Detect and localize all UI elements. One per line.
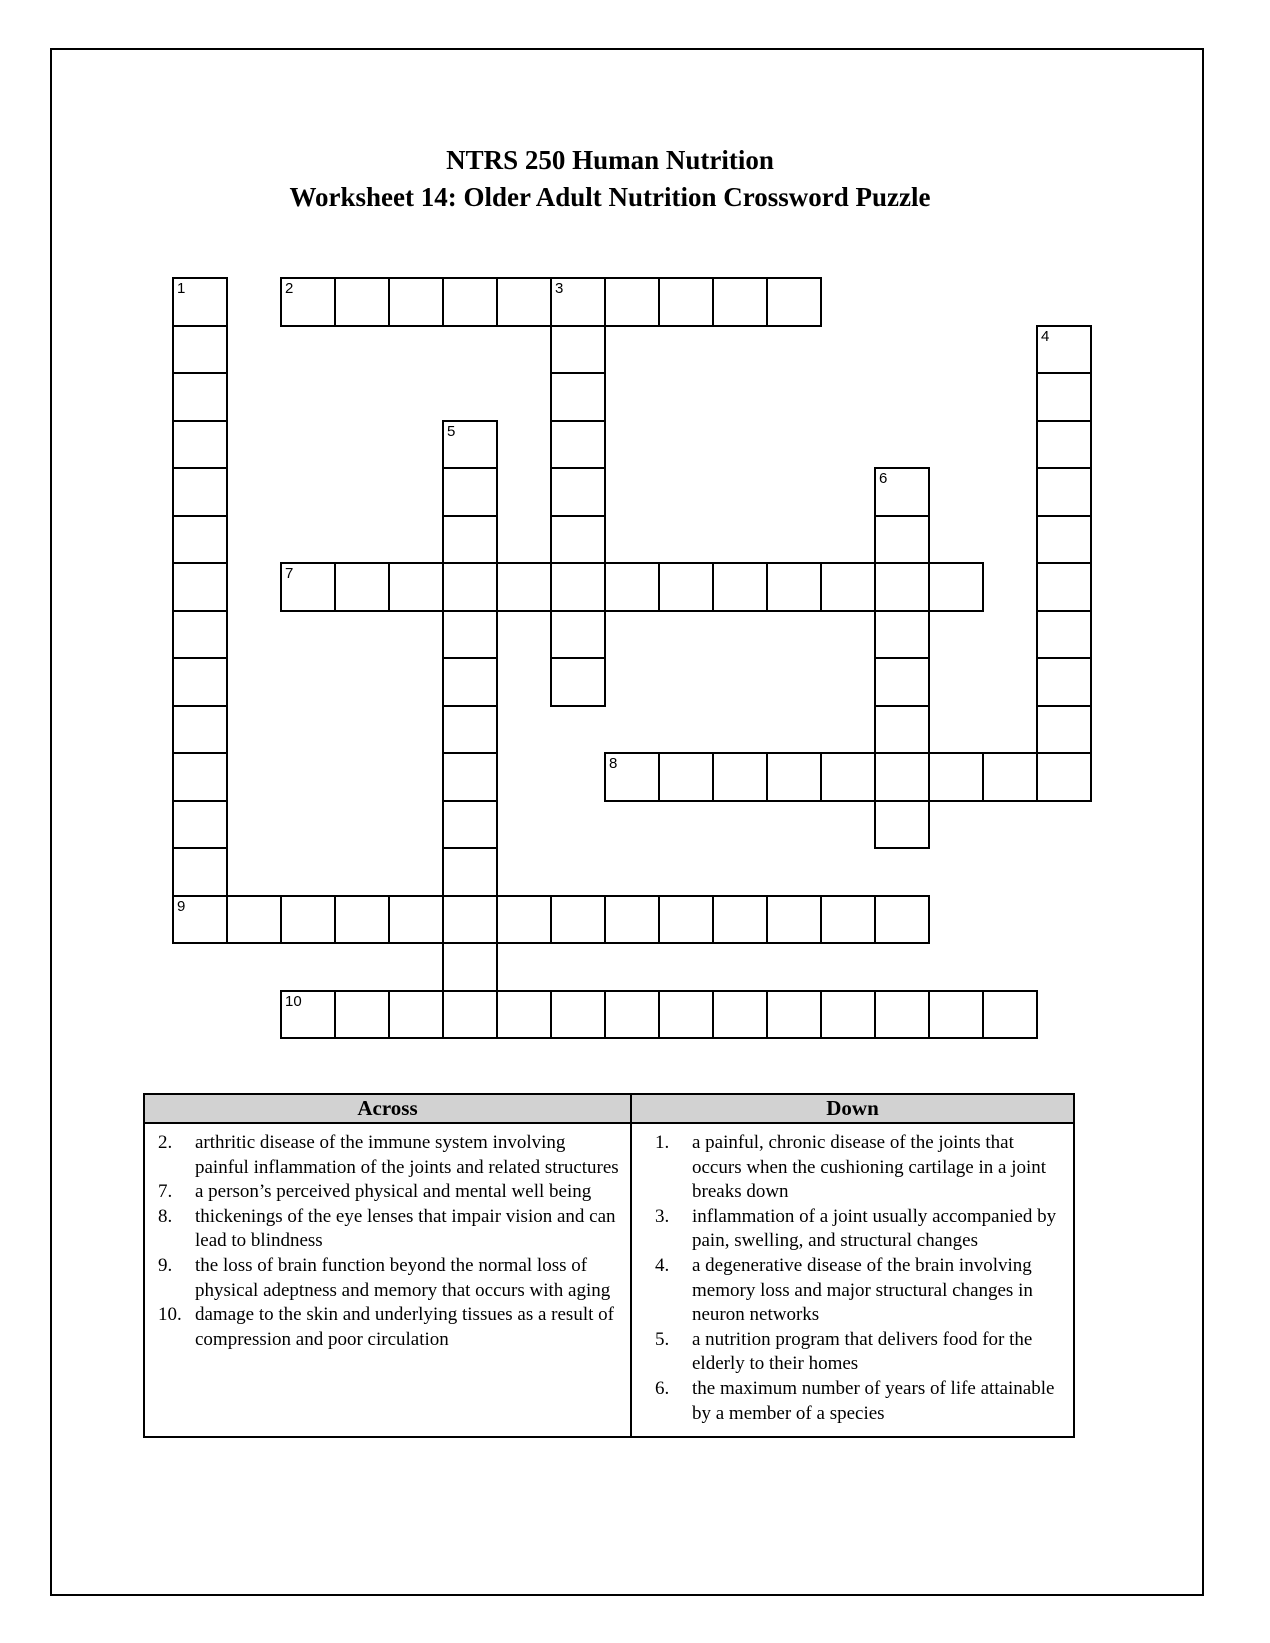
clue-number: 8. [158,1205,173,1227]
grid-cell-r5-c16[interactable] [1036,515,1092,565]
grid-cell-r6-c14[interactable] [928,562,984,612]
grid-cell-r2-c16[interactable] [1036,372,1092,422]
clue-number: 7. [158,1181,173,1203]
grid-cell-r0-c4[interactable] [388,277,444,327]
clue-number: 6. [655,1377,670,1399]
cell-number-5: 5 [447,422,456,440]
grid-cell-r1-c7[interactable] [550,325,606,375]
grid-cell-r0-c10[interactable] [712,277,768,327]
title-block [50,142,1170,216]
clue-text: inflammation of a joint usually accompanied by pain, swelling, and structural changes [692,1205,1057,1252]
grid-cell-r6-c11[interactable] [766,562,822,612]
grid-cell-r9-c5[interactable] [442,705,498,755]
grid-cell-r15-c4[interactable] [388,990,444,1040]
grid-cell-r0-c8[interactable] [604,277,660,327]
grid-cell-r8-c13[interactable] [874,657,930,707]
grid-cell-r15-c15[interactable] [982,990,1038,1040]
grid-cell-r4-c0[interactable] [172,467,228,517]
clue-item-across-10 [145,1303,630,1352]
grid-cell-r15-c12[interactable] [820,990,876,1040]
grid-cell-r5-c0[interactable] [172,515,228,565]
cell-number-9: 9 [177,897,186,915]
grid-cell-r8-c0[interactable] [172,657,228,707]
clue-text: a degenerative disease of the brain involving memory loss and major structural changes in neuron networks [692,1254,1033,1326]
clue-text: arthritic disease of the immune system involving painful inflammation of the joints and related structures [195,1132,619,1178]
grid-cell-r7-c7[interactable] [550,610,606,660]
clue-text: damage to the skin and underlying tissues as a result of compression and poor circulation [195,1304,614,1350]
grid-cell-r10-c10[interactable] [712,752,768,802]
clue-number: 3. [655,1205,670,1227]
grid-cell-r3-c5[interactable] [442,420,498,470]
grid-cell-r12-c5[interactable] [442,847,498,897]
page-subtitle: Worksheet 14: Older Adult Nutrition Crossword Puzzle [289,182,931,212]
clue-item-down-6 [632,1377,1073,1426]
grid-cell-r8-c7[interactable] [550,657,606,707]
grid-cell-r15-c14[interactable] [928,990,984,1040]
grid-cell-r7-c13[interactable] [874,610,930,660]
grid-cell-r3-c0[interactable] [172,420,228,470]
grid-cell-r0-c9[interactable] [658,277,714,327]
grid-cell-r15-c8[interactable] [604,990,660,1040]
grid-cell-r6-c9[interactable] [658,562,714,612]
grid-cell-r15-c7[interactable] [550,990,606,1040]
grid-cell-r15-c2[interactable] [280,990,336,1040]
down-clues-column [632,1095,1073,1436]
grid-cell-r13-c13[interactable] [874,895,930,945]
clue-text: a painful, chronic disease of the joints that occurs when the cushioning cartilage in a joint breaks down [692,1132,1047,1203]
grid-cell-r2-c0[interactable] [172,372,228,422]
grid-cell-r11-c13[interactable] [874,800,930,850]
grid-cell-r15-c10[interactable] [712,990,768,1040]
cell-number-7: 7 [285,565,294,582]
grid-cell-r13-c11[interactable] [766,895,822,945]
clue-number: 1. [655,1132,670,1153]
clue-number: 9. [158,1254,173,1276]
clue-number: 5. [655,1328,670,1350]
grid-cell-r13-c4[interactable] [388,895,444,945]
grid-cell-r0-c6[interactable] [496,277,552,327]
grid-cell-r1-c16[interactable] [1036,325,1092,375]
grid-cell-r3-c16[interactable] [1036,420,1092,470]
grid-cell-r6-c5[interactable] [442,562,498,612]
grid-cell-r0-c3[interactable] [334,277,390,327]
grid-cell-r6-c13[interactable] [874,562,930,612]
grid-cell-r0-c0[interactable] [172,277,228,327]
grid-cell-r5-c5[interactable] [442,515,498,565]
grid-cell-r15-c9[interactable] [658,990,714,1040]
cell-number-1: 1 [177,280,186,297]
grid-cell-r13-c2[interactable] [280,895,336,945]
clue-item-across-7 [145,1180,630,1205]
grid-cell-r13-c5[interactable] [442,895,498,945]
clue-number: 4. [655,1254,670,1276]
clue-number: 10. [158,1304,182,1326]
grid-cell-r6-c3[interactable] [334,562,390,612]
clue-item-down-4 [632,1254,1073,1328]
clue-item-across-9 [145,1254,630,1303]
grid-cell-r7-c16[interactable] [1036,610,1092,660]
grid-cell-r10-c9[interactable] [658,752,714,802]
grid-cell-r13-c1[interactable] [226,895,282,945]
grid-cell-r5-c7[interactable] [550,515,606,565]
grid-cell-r13-c0[interactable] [172,895,228,945]
grid-cell-r6-c2[interactable] [280,562,336,612]
grid-cell-r15-c13[interactable] [874,990,930,1040]
grid-cell-r8-c5[interactable] [442,657,498,707]
clue-item-across-2 [145,1131,630,1180]
grid-cell-r10-c14[interactable] [928,752,984,802]
clue-item-down-5 [632,1328,1073,1377]
grid-cell-r1-c0[interactable] [172,325,228,375]
grid-cell-r0-c11[interactable] [766,277,822,327]
clue-item-down-3 [632,1205,1073,1254]
clue-item-down-1 [632,1131,1073,1205]
grid-cell-r10-c15[interactable] [982,752,1038,802]
grid-cell-r10-c11[interactable] [766,752,822,802]
grid-cell-r6-c0[interactable] [172,562,228,612]
grid-cell-r10-c8[interactable] [604,752,660,802]
grid-cell-r13-c6[interactable] [496,895,552,945]
across-clues-list [145,1124,630,1352]
grid-cell-r15-c5[interactable] [442,990,498,1040]
cell-number-10: 10 [285,992,302,1010]
clue-text: a nutrition program that delivers food for the elderly to their homes [692,1328,1033,1375]
grid-cell-r12-c0[interactable] [172,847,228,897]
grid-cell-r8-c16[interactable] [1036,657,1092,707]
clue-text: the loss of brain function beyond the normal loss of physical adeptness and memory that occurs with aging [195,1254,611,1301]
cell-number-6: 6 [879,470,888,487]
grid-cell-r6-c6[interactable] [496,562,552,612]
grid-cell-r6-c7[interactable] [550,562,606,612]
cell-number-3: 3 [555,280,564,297]
grid-cell-r4-c13[interactable] [874,467,930,517]
grid-cell-r13-c9[interactable] [658,895,714,945]
grid-cell-r9-c0[interactable] [172,705,228,755]
across-clues-column [145,1095,632,1436]
grid-cell-r13-c12[interactable] [820,895,876,945]
grid-cell-r15-c11[interactable] [766,990,822,1040]
grid-cell-r10-c13[interactable] [874,752,930,802]
grid-cell-r7-c5[interactable] [442,610,498,660]
grid-cell-r3-c7[interactable] [550,420,606,470]
grid-cell-r6-c4[interactable] [388,562,444,612]
clue-number: 2. [158,1132,173,1153]
grid-cell-r0-c2[interactable] [280,277,336,327]
grid-cell-r15-c6[interactable] [496,990,552,1040]
grid-cell-r4-c16[interactable] [1036,467,1092,517]
grid-cell-r14-c5[interactable] [442,942,498,992]
grid-cell-r10-c0[interactable] [172,752,228,802]
down-header: Down [632,1095,1073,1124]
grid-cell-r6-c8[interactable] [604,562,660,612]
grid-cell-r13-c3[interactable] [334,895,390,945]
grid-cell-r7-c0[interactable] [172,610,228,660]
grid-cell-r15-c3[interactable] [334,990,390,1040]
grid-cell-r6-c12[interactable] [820,562,876,612]
grid-cell-r9-c16[interactable] [1036,705,1092,755]
grid-cell-r0-c5[interactable] [442,277,498,327]
grid-cell-r4-c5[interactable] [442,467,498,517]
clues-table [143,1093,1075,1438]
grid-cell-r4-c7[interactable] [550,467,606,517]
across-header: Across [145,1095,630,1124]
grid-cell-r11-c5[interactable] [442,800,498,850]
grid-cell-r0-c7[interactable] [550,277,606,327]
grid-cell-r6-c16[interactable] [1036,562,1092,612]
grid-cell-r13-c10[interactable] [712,895,768,945]
clue-text: the maximum number of years of life attainable by a member of a species [692,1377,1055,1424]
grid-cell-r6-c10[interactable] [712,562,768,612]
grid-cell-r2-c7[interactable] [550,372,606,422]
grid-cell-r10-c16[interactable] [1036,752,1092,802]
grid-cell-r9-c13[interactable] [874,705,930,755]
page-title: NTRS 250 Human Nutrition [446,145,774,175]
clue-item-across-8 [145,1205,630,1254]
grid-cell-r10-c12[interactable] [820,752,876,802]
grid-cell-r13-c7[interactable] [550,895,606,945]
grid-cell-r11-c0[interactable] [172,800,228,850]
cell-number-8: 8 [609,755,618,772]
grid-cell-r13-c8[interactable] [604,895,660,945]
cell-number-2: 2 [285,280,294,297]
down-clues-list [632,1124,1073,1426]
cell-number-4: 4 [1041,327,1050,345]
grid-cell-r10-c5[interactable] [442,752,498,802]
grid-cell-r5-c13[interactable] [874,515,930,565]
clue-text: a person’s perceived physical and mental well being [195,1181,592,1203]
clue-text: thickenings of the eye lenses that impair vision and can lead to blindness [195,1205,616,1252]
